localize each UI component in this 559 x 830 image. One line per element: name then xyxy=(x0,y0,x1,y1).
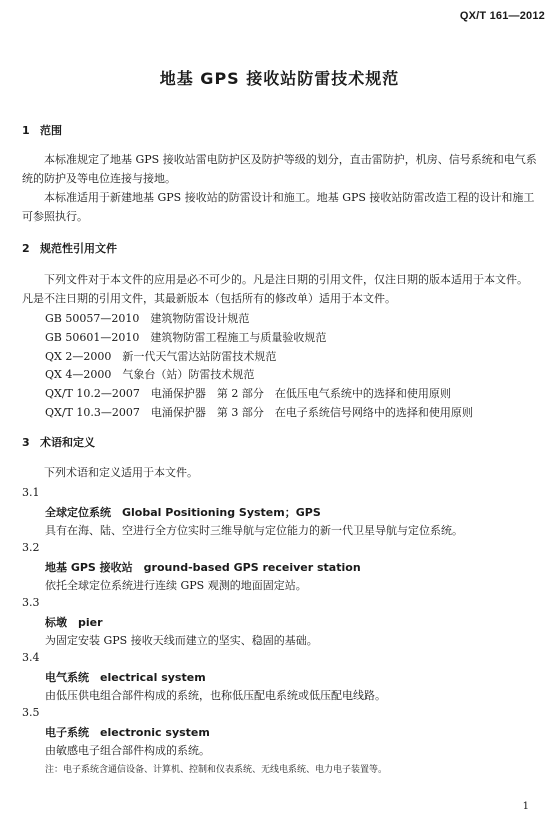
term-number: 3.5 xyxy=(22,706,40,719)
term-definition: 依托全球定位系统进行连续 GPS 观测的地面固定站。 xyxy=(45,579,307,592)
section-1-paragraph-1: 本标准规定了地基 GPS 接收站雷电防护区及防护等级的划分，直击雷防护，机房、信号系统和电气系统的防护及等电位连接与接地。 xyxy=(22,153,537,185)
document-title: 地基 GPS 接收站防雷技术规范 xyxy=(159,69,400,88)
term-name: 电子系统 electronic system xyxy=(45,726,210,739)
term-number: 3.3 xyxy=(22,596,40,609)
note: 注：电子系统含通信设备、计算机、控制和仪表系统、无线电系统、电力电子装置等。 xyxy=(45,765,388,775)
section-number: 1 xyxy=(22,124,30,137)
reference-item: QX/T 10.3—2007 电涌保护器 第 3 部分 在电子系统信号网络中的选择和使用原则 xyxy=(45,406,473,419)
term-name: 标墩 pier xyxy=(45,616,103,629)
reference-item: QX/T 10.2—2007 电涌保护器 第 2 部分 在低压电气系统中的选择和使用原则 xyxy=(45,387,451,400)
section-2-heading xyxy=(22,240,117,256)
term-number: 3.4 xyxy=(22,651,40,664)
term-number: 3.1 xyxy=(22,486,40,499)
reference-item: GB 50057—2010 建筑物防雷设计规范 xyxy=(45,312,250,325)
page-number: 1 xyxy=(522,801,529,812)
section-3-paragraph-1: 下列术语和定义适用于本文件。 xyxy=(44,466,198,479)
section-number: 2 xyxy=(22,242,30,255)
section-title: 规范性引用文件 xyxy=(40,242,117,255)
term-definition: 为固定安装 GPS 接收天线而建立的坚实、稳固的基础。 xyxy=(45,634,318,647)
section-1-paragraph-2: 本标准适用于新建地基 GPS 接收站的防雷设计和施工。地基 GPS 接收站防雷改造工程的设计和施工可参照执行。 xyxy=(22,191,535,223)
reference-item: GB 50601—2010 建筑物防雷工程施工与质量验收规范 xyxy=(45,331,327,344)
section-title: 范围 xyxy=(40,124,62,137)
section-1-heading xyxy=(22,122,62,138)
reference-item: QX 4—2000 气象台（站）防雷技术规范 xyxy=(45,368,255,381)
term-definition: 由敏感电子组合部件构成的系统。 xyxy=(45,744,210,757)
section-2-paragraph-1: 下列文件对于本文件的应用是必不可少的。凡是注日期的引用文件，仅注日期的版本适用于本文件。凡是不注日期的引用文件，其最新版本（包括所有的修改单）适用于本文件。 xyxy=(22,273,528,305)
reference-item: QX 2—2000 新一代天气雷达站防雷技术规范 xyxy=(45,350,277,363)
term-name: 电气系统 electrical system xyxy=(45,671,206,684)
term-name: 全球定位系统 Global Positioning System；GPS xyxy=(45,506,321,519)
term-definition: 由低压供电组合部件构成的系统，也称低压配电系统或低压配电线路。 xyxy=(45,689,386,702)
section-title: 术语和定义 xyxy=(40,436,95,449)
section-number: 3 xyxy=(22,436,30,449)
term-name: 地基 GPS 接收站 ground-based GPS receiver station xyxy=(45,561,361,574)
section-3-heading xyxy=(22,434,95,450)
term-number: 3.2 xyxy=(22,541,40,554)
standard-code: QX/T 161—2012 xyxy=(459,10,545,22)
term-definition: 具有在海、陆、空进行全方位实时三维导航与定位能力的新一代卫星导航与定位系统。 xyxy=(45,524,463,537)
